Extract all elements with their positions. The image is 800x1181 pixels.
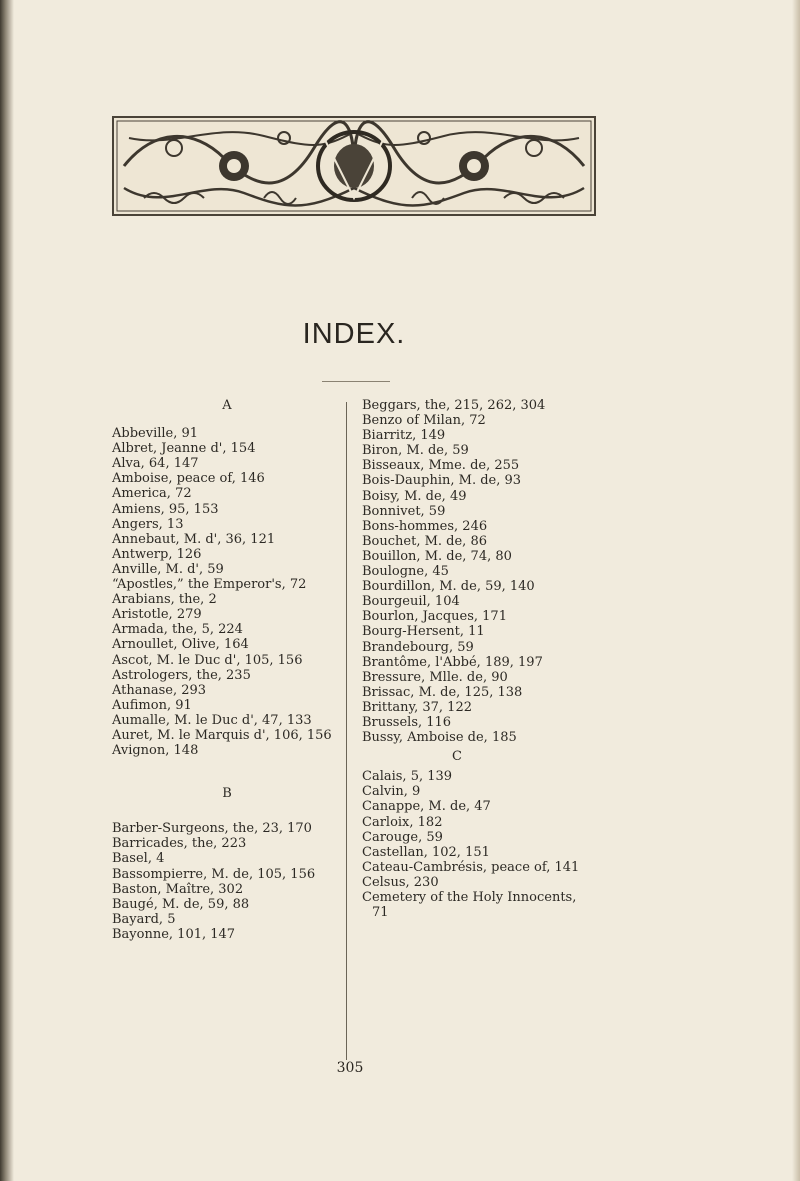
index-entry: Bourgeuil, 104 bbox=[362, 594, 460, 610]
index-entry: Arabians, the, 2 bbox=[112, 592, 217, 608]
index-entry: Basel, 4 bbox=[112, 851, 165, 867]
index-entry: Ascot, M. le Duc d', 105, 156 bbox=[112, 652, 303, 668]
index-entry: Bouchet, M. de, 86 bbox=[362, 533, 487, 549]
index-entry: Boisy, M. de, 49 bbox=[362, 488, 467, 504]
index-entry: Bayard, 5 bbox=[112, 911, 176, 927]
index-column-right bbox=[362, 398, 637, 920]
index-entry: Barricades, the, 223 bbox=[112, 836, 247, 852]
index-entry: Amboise, peace of, 146 bbox=[112, 471, 265, 487]
index-entry: Armada, the, 5, 224 bbox=[112, 622, 243, 638]
index-entry: Biarritz, 149 bbox=[362, 428, 446, 444]
index-entry: America, 72 bbox=[112, 486, 192, 502]
page-binding-shadow bbox=[0, 0, 14, 1181]
index-entry: Anville, M. d', 59 bbox=[112, 561, 224, 577]
index-entry: Bourdillon, M. de, 59, 140 bbox=[362, 579, 535, 595]
index-entry: Canappe, M. de, 47 bbox=[362, 799, 491, 815]
index-entry: Brissac, M. de, 125, 138 bbox=[362, 684, 523, 700]
title-rule bbox=[322, 381, 390, 382]
index-entry: Bonnivet, 59 bbox=[362, 503, 446, 519]
index-entry: Baston, Maître, 302 bbox=[112, 881, 244, 897]
index-entry: Beggars, the, 215, 262, 304 bbox=[362, 398, 546, 413]
index-entry: Aufimon, 91 bbox=[112, 697, 192, 713]
index-entry: Brantôme, l'Abbé, 189, 197 bbox=[362, 654, 543, 670]
index-entry: Bois-Dauphin, M. de, 93 bbox=[362, 473, 522, 489]
index-entry: Arnoullet, Olive, 164 bbox=[112, 637, 249, 653]
index-entry: Aristotle, 279 bbox=[112, 607, 202, 623]
index-entry: Calvin, 9 bbox=[362, 784, 421, 800]
index-entry: Castellan, 102, 151 bbox=[362, 844, 490, 860]
index-entry: Bourg-Hersent, 11 bbox=[362, 624, 485, 640]
index-entry: Celsus, 230 bbox=[362, 874, 439, 890]
index-entry: Annebaut, M. d', 36, 121 bbox=[112, 531, 276, 547]
index-entry: Bussy, Amboise de, 185 bbox=[362, 730, 517, 746]
index-entry: Bassompierre, M. de, 105, 156 bbox=[112, 866, 316, 882]
index-entry: Athanase, 293 bbox=[112, 682, 207, 698]
index-entry: Brittany, 37, 122 bbox=[362, 699, 472, 715]
index-entry: Amiens, 95, 153 bbox=[112, 501, 219, 517]
index-entry: “Apostles,” the Emperor's, 72 bbox=[112, 577, 307, 593]
section-letter-c: C bbox=[452, 749, 462, 765]
index-entry: Bouillon, M. de, 74, 80 bbox=[362, 548, 512, 564]
index-entry: Boulogne, 45 bbox=[362, 564, 449, 580]
index-column-left bbox=[112, 398, 342, 942]
index-entry: Alva, 64, 147 bbox=[112, 456, 199, 472]
index-entry: Calais, 5, 139 bbox=[362, 769, 453, 785]
index-entry: Aumalle, M. le Duc d', 47, 133 bbox=[112, 712, 312, 728]
index-entry: Astrologers, the, 235 bbox=[112, 667, 251, 683]
index-entry-continuation: 71 bbox=[372, 905, 389, 921]
index-entry: Barber-Surgeons, the, 23, 170 bbox=[112, 821, 312, 837]
index-entry: Bourlon, Jacques, 171 bbox=[362, 609, 507, 625]
index-entry: Albret, Jeanne d', 154 bbox=[112, 441, 256, 457]
column-divider bbox=[346, 402, 347, 1060]
index-entry: Antwerp, 126 bbox=[112, 546, 202, 562]
ornamental-headpiece bbox=[112, 116, 596, 216]
index-entry: Bons-hommes, 246 bbox=[362, 518, 488, 534]
index-entry: Cemetery of the Holy Innocents, bbox=[362, 890, 577, 905]
section-letter-b: B bbox=[222, 786, 232, 802]
index-entry: Brussels, 116 bbox=[362, 714, 452, 730]
index-entry: Biron, M. de, 59 bbox=[362, 443, 469, 459]
index-entry: Benzo of Milan, 72 bbox=[362, 413, 486, 429]
index-entry: Bayonne, 101, 147 bbox=[112, 926, 236, 942]
page-number: 305 bbox=[336, 1060, 364, 1076]
index-entry: Angers, 13 bbox=[112, 516, 184, 532]
index-entry: Bisseaux, Mme. de, 255 bbox=[362, 458, 520, 474]
index-entry: Avignon, 148 bbox=[112, 743, 199, 759]
section-letter-a: A bbox=[222, 398, 232, 413]
index-entry: Cateau-Cambrésis, peace of, 141 bbox=[362, 859, 580, 875]
index-entry: Carloix, 182 bbox=[362, 814, 443, 830]
index-entry: Auret, M. le Marquis d', 106, 156 bbox=[112, 727, 332, 743]
index-entry: Brandebourg, 59 bbox=[362, 639, 474, 655]
page-title: INDEX. bbox=[302, 318, 406, 350]
page-edge-shadow bbox=[792, 0, 800, 1181]
index-entry: Carouge, 59 bbox=[362, 829, 443, 845]
index-entry: Bressure, Mlle. de, 90 bbox=[362, 669, 508, 685]
index-entry: Baugé, M. de, 59, 88 bbox=[112, 896, 250, 912]
index-entry: Abbeville, 91 bbox=[112, 426, 199, 442]
